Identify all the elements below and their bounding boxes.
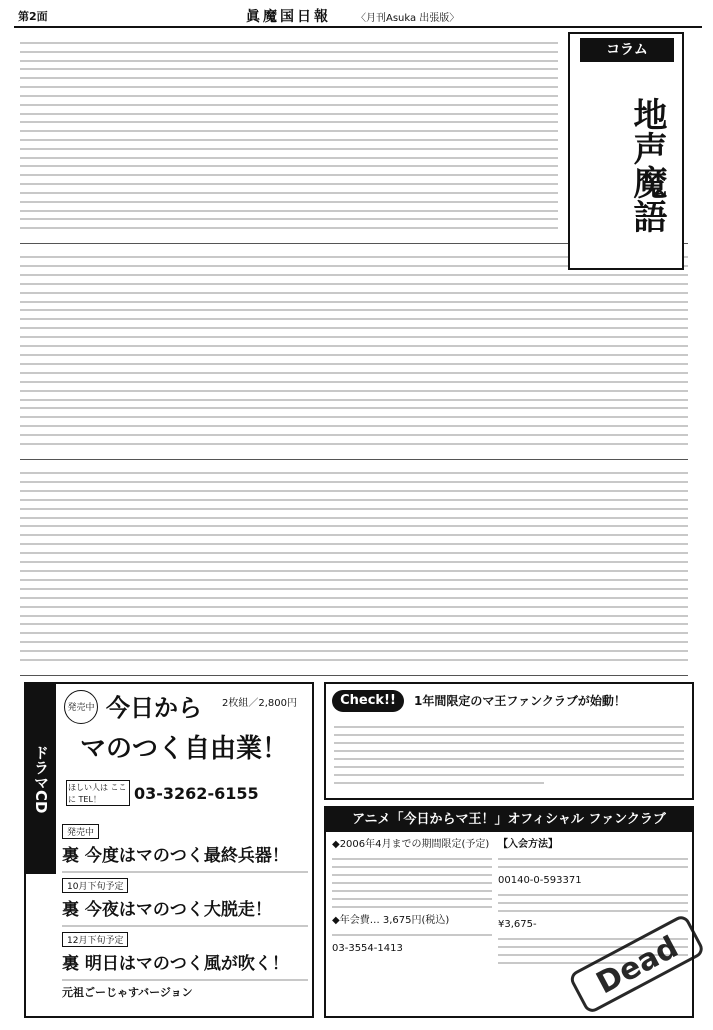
text-line-placeholder xyxy=(20,597,688,599)
text-line-placeholder xyxy=(20,508,688,510)
ad-item-title: 裏 明日はマのつく風が吹く！ xyxy=(62,954,289,974)
text-line-placeholder xyxy=(20,561,688,563)
svg-text:Dead: Dead xyxy=(590,929,685,1002)
text-line-placeholder xyxy=(20,183,558,185)
column-header-box xyxy=(568,32,684,270)
text-line-placeholder xyxy=(20,292,688,294)
page-number: 第2面 xyxy=(18,10,48,23)
text-line-placeholder xyxy=(20,623,688,625)
text-line-placeholder xyxy=(20,201,558,203)
fanclub-period: ◆2006年4月までの期間限定(予定) xyxy=(332,839,490,850)
text-line-placeholder xyxy=(20,570,688,572)
text-line-placeholder xyxy=(20,659,688,661)
masthead xyxy=(14,4,702,28)
article-text-row-2 xyxy=(20,248,688,460)
ad-item xyxy=(62,874,308,927)
ad-release-badge: 発売中 xyxy=(64,690,98,724)
text-line-placeholder xyxy=(20,615,688,617)
text-line-placeholder xyxy=(20,95,558,97)
ad-phone: 03-3262-6155 xyxy=(134,784,259,803)
text-line-placeholder xyxy=(20,301,688,303)
text-line-placeholder xyxy=(20,381,688,383)
text-line-placeholder xyxy=(20,283,688,285)
text-line-placeholder xyxy=(20,354,688,356)
text-line-placeholder xyxy=(20,104,558,106)
text-line-placeholder xyxy=(20,227,558,229)
ad-item-title: 裏 今夜はマのつく大脱走！ xyxy=(62,900,272,920)
text-line-placeholder xyxy=(20,336,688,338)
text-line-placeholder xyxy=(20,390,688,392)
ad-contact-label: ほしい人は ここに TEL！ xyxy=(66,780,130,806)
text-line-placeholder xyxy=(20,372,688,374)
ad-item-date: 12月下旬予定 xyxy=(62,932,128,947)
ad-item-text xyxy=(62,871,308,873)
text-line-placeholder xyxy=(20,309,688,311)
ad-side-label: ドラマCD xyxy=(26,684,56,874)
ad-item-date: 発売中 xyxy=(62,824,99,839)
column-headline: 地声魔語 xyxy=(627,97,667,233)
text-line-placeholder xyxy=(20,543,688,545)
text-line-placeholder xyxy=(20,68,558,70)
text-line-placeholder xyxy=(20,318,688,320)
ad-item-text xyxy=(62,925,308,927)
text-line-placeholder xyxy=(20,399,688,401)
ad-item xyxy=(62,928,308,981)
ad-footer: 元祖ごーじゃすバージョン xyxy=(62,986,193,999)
text-line-placeholder xyxy=(20,481,688,483)
ad-price: 2枚組／2,800円 xyxy=(222,698,297,709)
fanclub-phone: 03-3554-1413 xyxy=(332,943,403,954)
ad-item-date: 10月下旬予定 xyxy=(62,878,128,893)
ad-item-title: 裏 今度はマのつく最終兵器！ xyxy=(62,846,289,866)
text-line-placeholder xyxy=(20,192,558,194)
text-line-placeholder xyxy=(20,472,688,474)
text-line-placeholder xyxy=(20,525,688,527)
text-line-placeholder xyxy=(20,517,688,519)
text-line-placeholder xyxy=(20,77,558,79)
text-line-placeholder xyxy=(20,157,558,159)
text-line-placeholder xyxy=(20,51,558,53)
text-line-placeholder xyxy=(20,148,558,150)
fanclub-left-column xyxy=(332,838,492,956)
dead-watermark-logo xyxy=(560,910,710,1020)
ad-title-line-2: マのつく自由業！ xyxy=(80,734,289,764)
text-line-placeholder xyxy=(20,552,688,554)
text-line-placeholder xyxy=(20,327,688,329)
text-line-placeholder xyxy=(20,130,558,132)
text-line-placeholder xyxy=(20,345,688,347)
ad-item xyxy=(62,820,308,873)
column-tag: コラム xyxy=(580,38,674,62)
ad-title-line-1: 今日から xyxy=(106,694,202,722)
text-line-placeholder xyxy=(20,363,688,365)
fanclub-title: アニメ「今日からマ王！」オフィシャル ファンクラブ xyxy=(326,808,692,832)
drama-cd-ad xyxy=(24,682,314,1018)
text-line-placeholder xyxy=(20,42,558,44)
edition-label: 〈月刊Asuka 出張版〉 xyxy=(356,13,460,24)
fanclub-fee: ◆年会費… 3,675円(税込) xyxy=(332,915,450,926)
text-line-placeholder xyxy=(20,218,558,220)
text-line-placeholder xyxy=(20,499,688,501)
fanclub-postal-account: 00140-0-593371 xyxy=(498,875,582,886)
text-line-placeholder xyxy=(20,650,688,652)
check-body-text xyxy=(334,720,684,790)
row-divider xyxy=(20,675,688,676)
check-banner xyxy=(324,682,694,800)
ad-item-text xyxy=(62,979,308,981)
text-line-placeholder xyxy=(20,86,558,88)
text-line-placeholder xyxy=(20,274,688,276)
text-line-placeholder xyxy=(20,588,688,590)
text-line-placeholder xyxy=(20,416,688,418)
text-line-placeholder xyxy=(20,210,558,212)
row-divider xyxy=(20,459,688,460)
text-line-placeholder xyxy=(20,490,688,492)
fanclub-amount: ¥3,675- xyxy=(498,919,537,930)
check-headline: 1年間限定のマ王ファンクラブが始動！ xyxy=(414,694,626,708)
fanclub-method-heading: 【入会方法】 xyxy=(498,839,558,850)
article-text-row-3 xyxy=(20,464,688,676)
text-line-placeholder xyxy=(20,579,688,581)
text-line-placeholder xyxy=(20,165,558,167)
text-line-placeholder xyxy=(20,534,688,536)
text-line-placeholder xyxy=(20,606,688,608)
text-line-placeholder xyxy=(20,641,688,643)
text-line-placeholder xyxy=(20,121,558,123)
check-label: Check!! xyxy=(332,690,404,712)
paper-name: 眞魔国日報 xyxy=(246,9,331,25)
text-line-placeholder xyxy=(20,174,558,176)
text-line-placeholder xyxy=(20,113,558,115)
text-line-placeholder xyxy=(20,434,688,436)
text-line-placeholder xyxy=(20,443,688,445)
text-line-placeholder xyxy=(20,425,688,427)
text-line-placeholder xyxy=(20,407,688,409)
text-line-placeholder xyxy=(20,632,688,634)
text-line-placeholder xyxy=(20,60,558,62)
text-line-placeholder xyxy=(20,139,558,141)
